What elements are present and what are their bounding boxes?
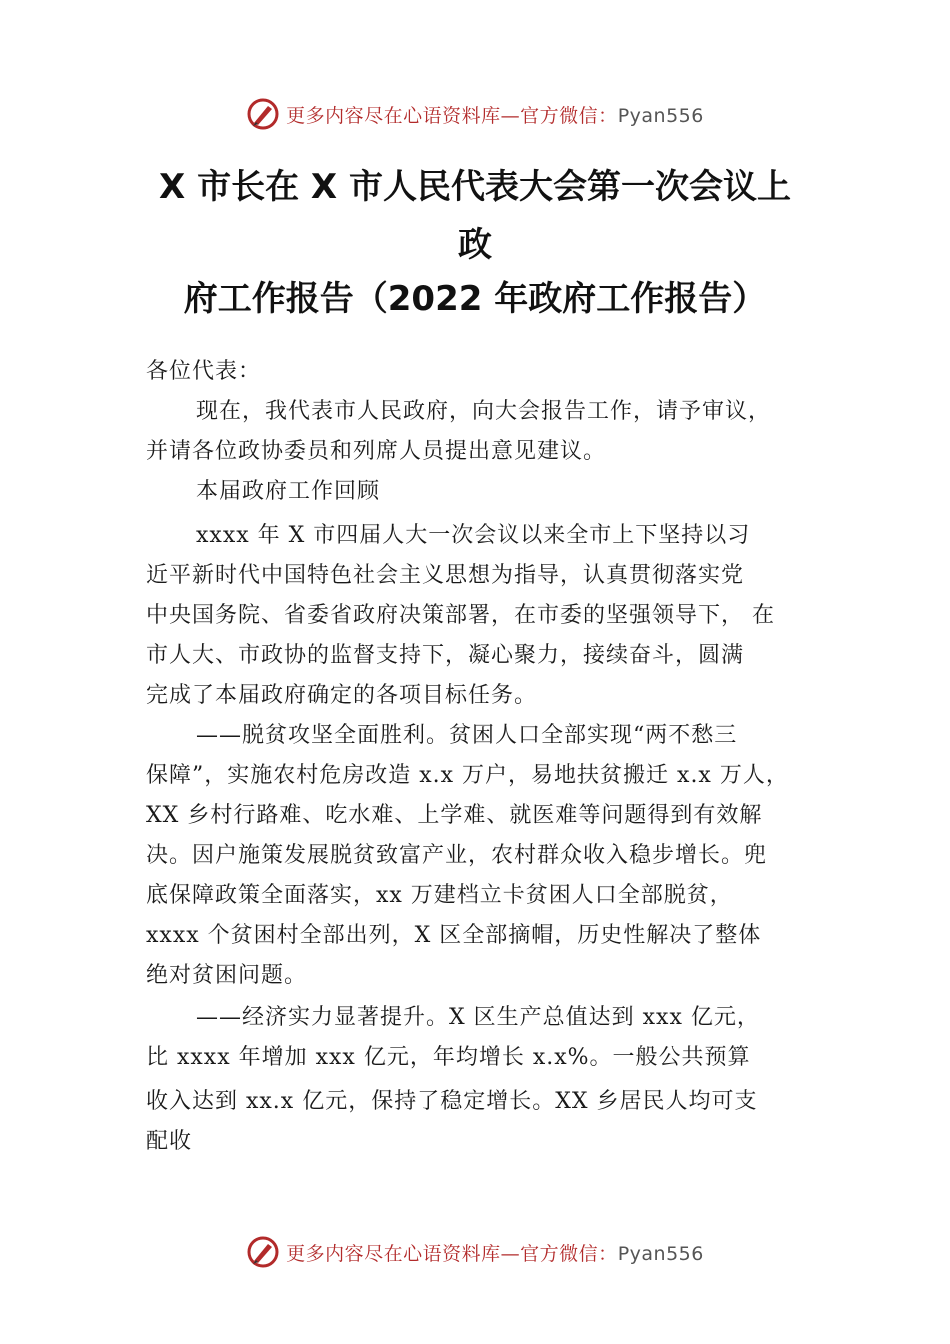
banner-wechat-label: 官方微信： — [520, 1242, 618, 1265]
banner-wechat-id: Pyan556 — [617, 1242, 704, 1265]
text-line: 决。因户施策发展脱贫致富产业，农村群众收入稳步增长。兜 — [146, 843, 768, 868]
text-line: xxxx 个贫困村全部出列，X 区全部摘帽，历史性解决了整体 — [146, 923, 762, 948]
text-line: 近平新时代中国特色社会主义思想为指导，认真贯彻落实党 — [146, 563, 745, 588]
banner-text — [286, 101, 704, 128]
banner-wechat-label: 官方微信： — [520, 104, 618, 127]
text-line: 并请各位政协委员和列席人员提出意见建议。 — [146, 439, 607, 464]
text-line: xxxx 年 X 市四届人大一次会议以来全市上下坚持以习 — [196, 523, 751, 548]
doc-title-line-2: 政 — [458, 225, 492, 265]
doc-title-line-3: 府工作报告（2022 年政府工作报告） — [183, 279, 767, 319]
text-line: 中央国务院、省委省政府决策部署，在市委的坚强领导下， 在 — [146, 603, 775, 628]
brush-logo-icon — [246, 97, 280, 131]
header-banner — [0, 94, 950, 134]
text-line: 现在，我代表市人民政府，向大会报告工作，请予审议， — [196, 399, 772, 424]
banner-main-text: 更多内容尽在心语资料库 — [286, 104, 501, 127]
section-heading — [146, 472, 826, 512]
text-line: 收入达到 xx.x 亿元，保持了稳定增长。XX 乡居民人均可支 — [146, 1089, 758, 1114]
text-line: XX 乡村行路难、吃水难、上学难、就医难等问题得到有效解 — [146, 803, 763, 828]
paragraph-poverty — [146, 716, 826, 996]
text-line: 绝对贫困问题。 — [146, 963, 308, 988]
brush-logo-icon — [246, 1235, 280, 1269]
greeting-text: 各位代表： — [146, 359, 262, 384]
paragraph-economy — [146, 998, 826, 1162]
text-line: ——经济实力显著提升。X 区生产总值达到 xxx 亿元， — [196, 1005, 760, 1030]
banner-dash: — — [500, 1242, 521, 1265]
banner-main-text: 更多内容尽在心语资料库 — [286, 1242, 501, 1265]
footer-banner — [0, 1232, 950, 1272]
doc-title-line-1: X 市长在 X 市人民代表大会第一次会议上 — [159, 167, 791, 207]
text-line: 完成了本届政府确定的各项目标任务。 — [146, 683, 538, 708]
banner-wechat-id: Pyan556 — [617, 104, 704, 127]
paragraph-intro — [146, 392, 826, 472]
text-line: 底保障政策全面落实，xx 万建档立卡贫困人口全部脱贫， — [146, 883, 733, 908]
section-heading-text: 本届政府工作回顾 — [196, 479, 381, 504]
text-line: ——脱贫攻坚全面胜利。贫困人口全部实现“两不愁三 — [196, 723, 738, 748]
banner-dash: — — [500, 104, 521, 127]
text-line: 比 xxxx 年增加 xxx 亿元，年均增长 x.x%。一般公共预算 — [146, 1045, 751, 1070]
banner-text — [286, 1239, 704, 1266]
text-line: 保障”，实施农村危房改造 x.x 万户，易地扶贫搬迁 x.x 万人， — [146, 763, 789, 788]
text-line: 配收 — [146, 1129, 193, 1154]
greeting — [146, 352, 826, 392]
text-line: 市人大、市政协的监督支持下，凝心聚力，接续奋斗，圆满 — [146, 643, 745, 668]
paragraph-review — [146, 516, 826, 716]
